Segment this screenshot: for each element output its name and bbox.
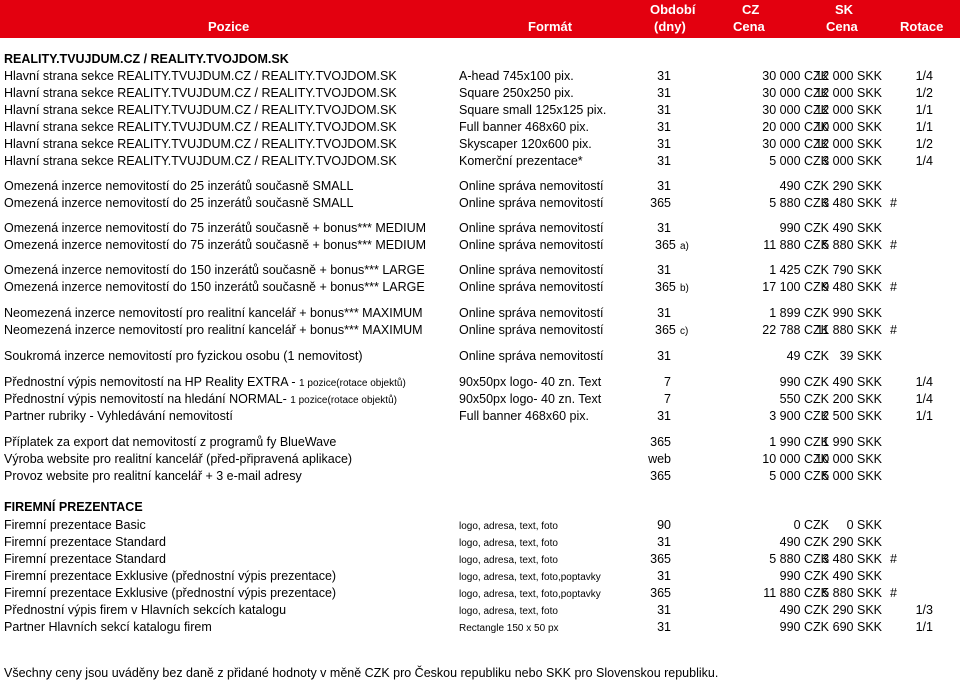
row-position: Hlavní strana sekce REALITY.TVUJDUM.CZ / REALITY.TVOJDOM.SK — [4, 137, 397, 151]
row-price-cz: 990 CZK — [779, 620, 829, 634]
row-hash-mark: # — [890, 280, 897, 294]
table-row — [0, 195, 960, 212]
row-position: Hlavní strana sekce REALITY.TVUJDUM.CZ / REALITY.TVOJDOM.SK — [4, 154, 397, 168]
table-row — [0, 85, 960, 102]
footer-note: Všechny ceny jsou uváděny bez daně z přidané hodnoty v měně CZK pro Českou republiku nebo SKK pro Slovenskou republiku. — [4, 666, 719, 680]
row-position: Omezená inzerce nemovitostí do 150 inzerátů současně + bonus*** LARGE — [4, 263, 425, 277]
row-days: 90 — [657, 518, 671, 532]
row-format: Online správa nemovitostí — [459, 196, 604, 210]
row-price-cz: 1 990 CZK — [769, 435, 829, 449]
row-position: Přednostní výpis nemovitostí na HP Reality EXTRA - 1 pozice(rotace objektů) — [4, 375, 406, 389]
header-sk-2: Cena — [826, 19, 858, 34]
row-price-cz: 30 000 CZK — [762, 137, 829, 151]
row-price-sk: 9 480 SKK — [822, 280, 882, 294]
row-days: web — [648, 452, 671, 466]
row-days: 31 — [657, 137, 671, 151]
row-days: 31 — [657, 535, 671, 549]
row-format: Online správa nemovitostí — [459, 221, 604, 235]
table-row — [0, 468, 960, 485]
row-price-cz: 49 CZK — [786, 349, 829, 363]
row-format: Square 250x250 pix. — [459, 86, 574, 100]
header-pozice: Pozice — [208, 19, 250, 34]
row-price-cz: 490 CZK — [779, 603, 829, 617]
row-rotation: 1/1 — [915, 620, 933, 634]
row-format: Online správa nemovitostí — [459, 238, 604, 252]
table-row — [0, 279, 960, 296]
row-rotation: 1/1 — [915, 409, 933, 423]
row-position: Firemní prezentace Exklusive (přednostní výpis prezentace) — [4, 586, 337, 600]
row-rotation: 1/1 — [915, 120, 933, 134]
table-row — [0, 517, 960, 534]
row-format: logo, adresa, text, foto — [459, 555, 558, 566]
row-price-cz: 490 CZK — [779, 179, 829, 193]
row-rotation: 1/4 — [915, 69, 933, 83]
row-price-sk: 5 000 SKK — [822, 469, 882, 483]
row-format: A-head 745x100 pix. — [459, 69, 574, 83]
table-row — [0, 237, 960, 254]
table-row — [0, 220, 960, 237]
row-position: Přednostní výpis nemovitostí na hledání NORMAL- 1 pozice(rotace objektů) — [4, 392, 397, 406]
row-price-cz: 30 000 CZK — [762, 69, 829, 83]
row-days: 31 — [657, 306, 671, 320]
table-row — [0, 568, 960, 585]
table-row — [0, 305, 960, 322]
row-price-sk: 12 000 SKK — [815, 137, 882, 151]
table-row — [0, 534, 960, 551]
row-price-cz: 5 000 CZK — [769, 469, 829, 483]
table-row — [0, 434, 960, 451]
row-position: Omezená inzerce nemovitostí do 75 inzerátů současně + bonus*** MEDIUM — [4, 221, 427, 235]
table-row — [0, 262, 960, 279]
row-price-cz: 17 100 CZK — [762, 280, 829, 294]
row-position: Omezená inzerce nemovitostí do 150 inzerátů současně + bonus*** LARGE — [4, 280, 425, 294]
row-days: 365 — [655, 323, 676, 337]
row-price-cz: 0 CZK — [793, 518, 829, 532]
row-rotation: 1/2 — [915, 137, 933, 151]
row-position: Firemní prezentace Standard — [4, 552, 166, 566]
row-position-note: 1 pozice(rotace objektů) — [299, 378, 406, 389]
row-days: 31 — [657, 569, 671, 583]
row-rotation: 1/1 — [915, 103, 933, 117]
row-price-cz: 5 880 CZK — [769, 196, 829, 210]
row-days: 7 — [664, 375, 671, 389]
row-price-cz: 1 899 CZK — [769, 306, 829, 320]
row-price-sk: 5 880 SKK — [822, 238, 882, 252]
row-position: Omezená inzerce nemovitostí do 75 inzerátů současně + bonus*** MEDIUM — [4, 238, 427, 252]
row-price-sk: 790 SKK — [832, 263, 882, 277]
table-row — [0, 178, 960, 195]
row-format: logo, adresa, text, foto,poptavky — [459, 589, 601, 600]
row-days: 365 — [650, 552, 671, 566]
row-price-cz: 990 CZK — [779, 375, 829, 389]
row-days: 31 — [657, 69, 671, 83]
row-hash-mark: # — [890, 238, 897, 252]
row-position: Partner Hlavních sekcí katalogu firem — [4, 620, 212, 634]
row-days: 31 — [657, 103, 671, 117]
row-price-cz: 30 000 CZK — [762, 103, 829, 117]
row-price-sk: 290 SKK — [832, 535, 882, 549]
row-price-cz: 3 900 CZK — [769, 409, 829, 423]
row-hash-mark: # — [890, 323, 897, 337]
row-hash-mark: # — [890, 586, 897, 600]
row-rotation: 1/4 — [915, 392, 933, 406]
table-row — [0, 102, 960, 119]
row-format: logo, adresa, text, foto — [459, 521, 558, 532]
row-position: Omezená inzerce nemovitostí do 25 inzerátů současně SMALL — [4, 196, 354, 210]
row-format: Full banner 468x60 pix. — [459, 120, 589, 134]
row-format: Online správa nemovitostí — [459, 263, 604, 277]
table-row — [0, 119, 960, 136]
row-price-cz: 11 880 CZK — [763, 586, 829, 600]
header-rotace: Rotace — [900, 19, 944, 34]
row-format: 90x50px logo- 40 zn. Text — [459, 392, 602, 406]
row-position: Firemní prezentace Exklusive (přednostní výpis prezentace) — [4, 569, 337, 583]
row-price-sk: 0 SKK — [846, 518, 882, 532]
header-cz-2: Cena — [733, 19, 765, 34]
row-format: Online správa nemovitostí — [459, 349, 604, 363]
table-row — [0, 602, 960, 619]
table-row — [0, 322, 960, 339]
row-days: 31 — [657, 263, 671, 277]
row-price-sk: 10 000 SKK — [815, 120, 882, 134]
row-price-sk: 490 SKK — [832, 569, 882, 583]
row-days: 31 — [657, 620, 671, 634]
row-note: b) — [680, 283, 689, 294]
row-position: Výroba website pro realitní kancelář (před-připravená aplikace) — [4, 452, 353, 466]
row-days: 31 — [657, 349, 671, 363]
row-price-sk: 490 SKK — [832, 375, 882, 389]
row-position: Partner rubriky - Vyhledávání nemovitostí — [4, 409, 233, 423]
row-days: 365 — [655, 280, 676, 294]
row-price-sk: 12 000 SKK — [815, 69, 882, 83]
firemni-title — [0, 499, 960, 516]
header-obdobi-1: Období — [650, 2, 696, 17]
row-price-sk: 490 SKK — [832, 221, 882, 235]
table-row — [0, 374, 960, 391]
table-row — [0, 136, 960, 153]
firemni-title-text: FIREMNÍ PREZENTACE — [4, 500, 143, 514]
row-position: Neomezená inzerce nemovitostí pro realitní kancelář + bonus*** MAXIMUM — [4, 323, 423, 337]
row-position: Soukromá inzerce nemovitostí pro fyzickou osobu (1 nemovitost) — [4, 349, 363, 363]
row-days: 31 — [657, 120, 671, 134]
row-format: 90x50px logo- 40 zn. Text — [459, 375, 602, 389]
row-format: Online správa nemovitostí — [459, 179, 604, 193]
row-rotation: 1/4 — [915, 375, 933, 389]
row-price-sk: 200 SKK — [832, 392, 882, 406]
row-days: 31 — [657, 154, 671, 168]
row-price-sk: 690 SKK — [832, 620, 882, 634]
table-row — [0, 619, 960, 636]
table-row — [0, 153, 960, 170]
header-sk-1: SK — [835, 2, 854, 17]
row-format: logo, adresa, text, foto,poptavky — [459, 572, 601, 583]
row-price-sk: 3 480 SKK — [822, 196, 882, 210]
row-days: 31 — [657, 409, 671, 423]
row-price-sk: 290 SKK — [832, 179, 882, 193]
row-position: Provoz website pro realitní kancelář + 3 e-mail adresy — [4, 469, 302, 483]
row-price-sk: 3 000 SKK — [822, 154, 882, 168]
row-price-cz: 11 880 CZK — [763, 238, 829, 252]
row-position: Firemní prezentace Standard — [4, 535, 166, 549]
row-price-sk: 12 000 SKK — [815, 86, 882, 100]
table-row — [0, 348, 960, 365]
row-price-sk: 990 SKK — [832, 306, 882, 320]
header-format: Formát — [528, 19, 573, 34]
row-price-cz: 10 000 CZK — [762, 452, 829, 466]
row-days: 31 — [657, 603, 671, 617]
row-format: logo, adresa, text, foto — [459, 538, 558, 549]
row-price-sk: 12 000 SKK — [815, 103, 882, 117]
row-hash-mark: # — [890, 196, 897, 210]
row-price-sk: 39 SKK — [839, 349, 882, 363]
row-price-sk: 10 000 SKK — [815, 452, 882, 466]
row-days: 7 — [664, 392, 671, 406]
row-price-cz: 1 425 CZK — [769, 263, 829, 277]
row-format: Rectangle 150 x 50 px — [459, 623, 559, 634]
row-position: Firemní prezentace Basic — [4, 518, 146, 532]
row-position: Hlavní strana sekce REALITY.TVUJDUM.CZ / REALITY.TVOJDOM.SK — [4, 86, 397, 100]
row-format: logo, adresa, text, foto — [459, 606, 558, 617]
row-position: Hlavní strana sekce REALITY.TVUJDUM.CZ / REALITY.TVOJDOM.SK — [4, 103, 397, 117]
row-days: 365 — [650, 435, 671, 449]
row-price-cz: 22 788 CZK — [762, 323, 829, 337]
row-price-sk: 5 880 SKK — [822, 586, 882, 600]
row-price-cz: 5 000 CZK — [769, 154, 829, 168]
row-format: Full banner 468x60 pix. — [459, 409, 589, 423]
row-price-sk: 11 880 SKK — [816, 323, 882, 337]
header-obdobi-2: (dny) — [654, 19, 686, 34]
section-title-text: REALITY.TVUJDUM.CZ / REALITY.TVOJDOM.SK — [4, 52, 289, 66]
row-price-cz: 5 880 CZK — [769, 552, 829, 566]
row-price-sk: 290 SKK — [832, 603, 882, 617]
row-price-cz: 490 CZK — [779, 535, 829, 549]
row-note: a) — [680, 241, 689, 252]
row-position: Hlavní strana sekce REALITY.TVUJDUM.CZ / REALITY.TVOJDOM.SK — [4, 120, 397, 134]
row-price-cz: 990 CZK — [779, 221, 829, 235]
table-row — [0, 585, 960, 602]
row-price-sk: 1 990 SKK — [822, 435, 882, 449]
table-row — [0, 551, 960, 568]
row-price-cz: 990 CZK — [779, 569, 829, 583]
table-row — [0, 408, 960, 425]
header-cz-1: CZ — [742, 2, 760, 17]
row-rotation: 1/4 — [915, 154, 933, 168]
row-price-sk: 3 480 SKK — [822, 552, 882, 566]
table-row — [0, 68, 960, 85]
row-format: Online správa nemovitostí — [459, 323, 604, 337]
row-price-cz: 30 000 CZK — [762, 86, 829, 100]
row-format: Skyscaper 120x600 pix. — [459, 137, 592, 151]
row-days: 365 — [650, 469, 671, 483]
row-price-sk: 2 500 SKK — [822, 409, 882, 423]
row-days: 31 — [657, 86, 671, 100]
row-days: 365 — [655, 238, 676, 252]
row-position-note: 1 pozice(rotace objektů) — [290, 395, 397, 406]
row-position: Neomezená inzerce nemovitostí pro realitní kancelář + bonus*** MAXIMUM — [4, 306, 423, 320]
section-title — [0, 51, 960, 68]
row-note: c) — [680, 326, 689, 337]
row-days: 365 — [650, 196, 671, 210]
row-price-cz: 20 000 CZK — [762, 120, 829, 134]
row-rotation: 1/2 — [915, 86, 933, 100]
row-format: Square small 125x125 pix. — [459, 103, 607, 117]
row-position: Příplatek za export dat nemovitostí z programů fy BlueWave — [4, 435, 337, 449]
row-format: Online správa nemovitostí — [459, 306, 604, 320]
table-row — [0, 451, 960, 468]
row-format: Online správa nemovitostí — [459, 280, 604, 294]
row-rotation: 1/3 — [915, 603, 933, 617]
row-position: Přednostní výpis firem v Hlavních sekcích katalogu — [4, 603, 287, 617]
row-days: 365 — [650, 586, 671, 600]
row-days: 31 — [657, 179, 671, 193]
table-row — [0, 391, 960, 408]
row-price-cz: 550 CZK — [779, 392, 829, 406]
row-format: Komerční prezentace* — [459, 154, 583, 168]
row-days: 31 — [657, 221, 671, 235]
row-position: Omezená inzerce nemovitostí do 25 inzerátů současně SMALL — [4, 179, 354, 193]
row-hash-mark: # — [890, 552, 897, 566]
row-position: Hlavní strana sekce REALITY.TVUJDUM.CZ / REALITY.TVOJDOM.SK — [4, 69, 397, 83]
